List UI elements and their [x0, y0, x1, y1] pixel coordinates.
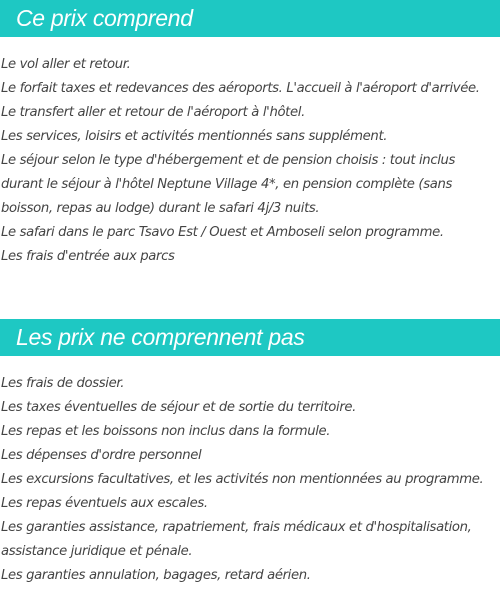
list-item: Le forfait taxes et redevances des aéroports. L'accueil à l'aéroport d'arrivée.: [1, 81, 480, 96]
list-item: Les garanties annulation, bagages, retard aérien.: [1, 568, 311, 583]
list-item: Les services, loisirs et activités mentionnés sans supplément.: [1, 129, 388, 144]
price-includes-title: Ce prix comprend: [16, 5, 193, 31]
list-item: Le séjour selon le type d'hébergement et de pension choisis : tout inclus durant le séjour à l'hôtel Neptune Village 4*, en pension complète (sans boisson, repas au lodge) durant le safari 4j/3 nuits.: [1, 153, 456, 216]
list-item: Les frais de dossier.: [1, 376, 125, 391]
list-item: Les excursions facultatives, et les activités non mentionnées au programme.: [1, 472, 484, 487]
price-includes-list: [0, 53, 500, 269]
list-item: Les dépenses d'ordre personnel: [1, 448, 202, 463]
list-item: Le transfert aller et retour de l'aéroport à l'hôtel.: [1, 105, 305, 120]
price-excludes-list: [0, 372, 500, 588]
list-item: Les garanties assistance, rapatriement, frais médicaux et d'hospitalisation, assistance juridique et pénale.: [1, 520, 472, 559]
list-item: Les taxes éventuelles de séjour et de sortie du territoire.: [1, 400, 357, 415]
price-excludes-title: Les prix ne comprennent pas: [16, 324, 305, 350]
list-item: Les repas et les boissons non inclus dans la formule.: [1, 424, 331, 439]
list-item: Les frais d'entrée aux parcs: [1, 249, 175, 264]
list-item: Le safari dans le parc Tsavo Est / Ouest et Amboseli selon programme.: [1, 225, 444, 240]
price-includes-section: [0, 0, 500, 269]
list-item: Les repas éventuels aux escales.: [1, 496, 208, 511]
list-item: Le vol aller et retour.: [1, 57, 131, 72]
price-excludes-section: [0, 319, 500, 588]
price-includes-header: [0, 0, 500, 37]
price-excludes-header: [0, 319, 500, 356]
